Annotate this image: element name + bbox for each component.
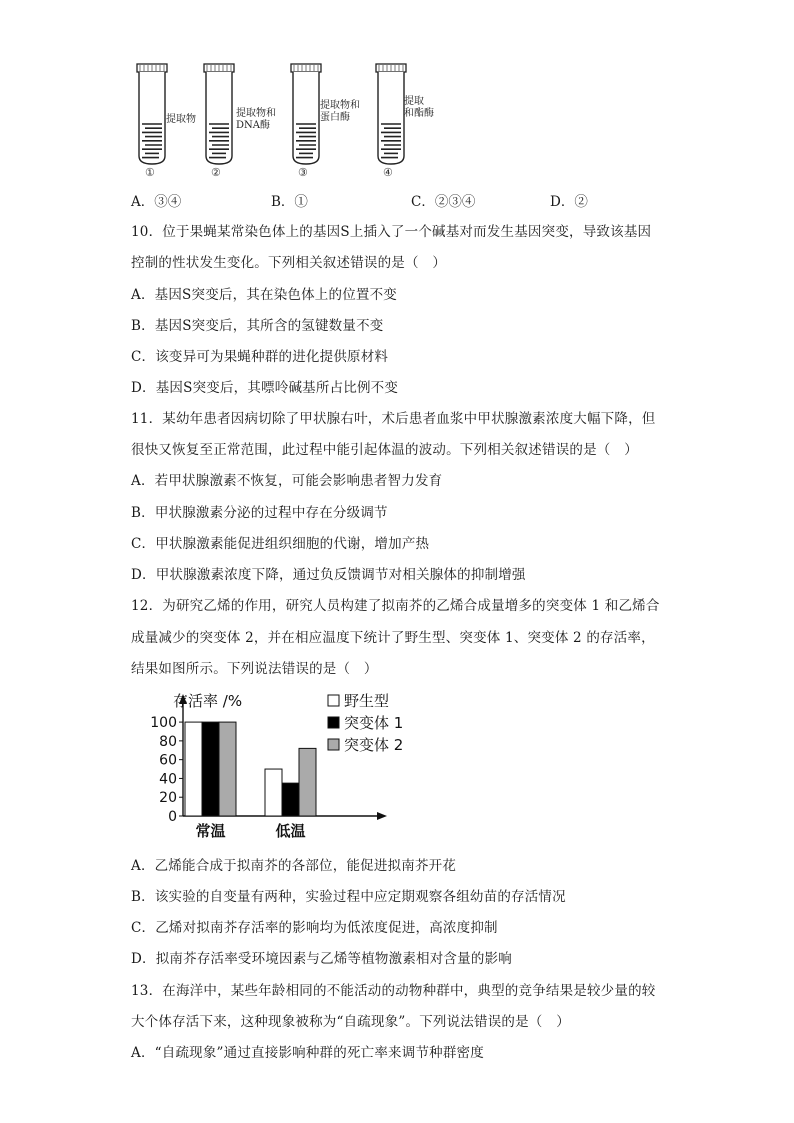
tube-2-label: 提取物和 DNA酶: [236, 108, 276, 131]
tube-4-label: 提取 和酯酶: [404, 96, 434, 119]
test-tube-4: [376, 64, 406, 164]
y-tick-label: 20: [159, 790, 177, 807]
legend-label-3: 突变体 2: [344, 736, 404, 754]
q10-stem-line1: 10．位于果蝇某常染色体上的基因S上插入了一个碱基对而发生基因突变，导致该基因: [131, 224, 652, 240]
bar-low-temp-series1: [265, 769, 282, 816]
y-tick-label: 60: [159, 752, 177, 769]
q12-stem-line2: 成量减少的突变体 2，并在相应温度下统计了野生型、突变体 1、突变体 2 的存活率，: [131, 630, 655, 646]
q10-stem-line2: 控制的性状发生变化。下列相关叙述错误的是（ ）: [131, 255, 447, 271]
q12-option-a[interactable]: A．乙烯能合成于拟南芥的各部位，能促进拟南芥开花: [131, 858, 457, 874]
q13-stem-line1: 13．在海洋中，某些年龄相同的不能活动的动物种群中，典型的竞争结果是较少量的较: [131, 983, 656, 999]
q12-option-c[interactable]: C．乙烯对拟南芥存活率的影响均为低浓度促进，高浓度抑制: [131, 920, 498, 936]
test-tube-3: [291, 64, 321, 164]
y-tick-label: 40: [159, 771, 177, 788]
tube-3-number: ③: [298, 166, 308, 179]
test-tube-2: [204, 64, 234, 164]
q11-stem-line2: 很快又恢复至正常范围，此过程中能引起体温的波动。下列相关叙述错误的是（ ）: [131, 442, 638, 458]
q13-option-a[interactable]: A．“自疏现象”通过直接影响种群的死亡率来调节种群密度: [131, 1045, 484, 1061]
legend-swatch-3: [328, 739, 339, 750]
legend-label-2: 突变体 1: [344, 714, 404, 732]
q11-option-c[interactable]: C．甲状腺激素能促进组织细胞的代谢，增加产热: [131, 536, 430, 552]
q11-option-b[interactable]: B．甲状腺激素分泌的过程中存在分级调节: [131, 505, 388, 521]
q12-option-d[interactable]: D．拟南芥存活率受环境因素与乙烯等植物激素相对含量的影响: [131, 951, 512, 967]
q9-option-d[interactable]: D．②: [550, 194, 588, 210]
x-axis-arrow: [377, 812, 387, 820]
tube-1-number: ①: [145, 166, 155, 179]
tube-4-number: ④: [383, 166, 393, 179]
q10-option-c[interactable]: C．该变异可为果蝇种群的进化提供原材料: [131, 349, 389, 365]
survival-rate-chart-svg: [140, 688, 440, 848]
y-tick-label: 0: [168, 809, 177, 825]
q12-stem-line1: 12．为研究乙烯的作用，研究人员构建了拟南芥的乙烯合成量增多的突变体 1 和乙烯合: [131, 598, 660, 614]
y-axis-label: 存活率 /%: [173, 692, 243, 710]
test-tube-figure: [0, 60, 794, 185]
bar-normal-temp-series1: [185, 722, 202, 816]
bar-low-temp-series3: [299, 748, 316, 816]
q9-options: [131, 190, 691, 210]
test-tube-1: [137, 64, 167, 164]
bar-low-temp-series2: [282, 783, 299, 816]
bar-normal-temp-series2: [202, 722, 219, 816]
tube-2-number: ②: [211, 166, 221, 179]
tube-1-label: 提取物: [166, 114, 196, 125]
q10-option-d[interactable]: D．基因S突变后，其嘌呤碱基所占比例不变: [131, 380, 399, 396]
tube-3-label: 提取物和 蛋白酶: [320, 100, 360, 123]
q12-option-b[interactable]: B．该实验的自变量有两种，实验过程中应定期观察各组幼苗的存活情况: [131, 889, 566, 905]
q9-option-b[interactable]: B．①: [271, 194, 308, 210]
survival-rate-chart: [140, 688, 440, 848]
q9-option-a[interactable]: A．③④: [131, 194, 182, 210]
x-tick-label: 低温: [275, 822, 306, 840]
q11-option-a[interactable]: A．若甲状腺激素不恢复，可能会影响患者智力发育: [131, 473, 443, 489]
q10-option-a[interactable]: A．基因S突变后，其在染色体上的位置不变: [131, 287, 397, 303]
y-tick-label: 100: [150, 715, 177, 732]
q11-option-d[interactable]: D．甲状腺激素浓度下降，通过负反馈调节对相关腺体的抑制增强: [131, 567, 526, 583]
legend-label-1: 野生型: [344, 692, 390, 710]
q12-stem-line3: 结果如图所示。下列说法错误的是（ ）: [131, 661, 378, 677]
y-tick-label: 80: [159, 733, 177, 750]
bar-normal-temp-series3: [219, 722, 236, 816]
q11-stem-line1: 11．某幼年患者因病切除了甲状腺右叶，术后患者血浆中甲状腺激素浓度大幅下降，但: [131, 411, 656, 427]
q9-option-c[interactable]: C．②③④: [411, 194, 476, 210]
legend-swatch-1: [328, 695, 339, 706]
q13-stem-line2: 大个体存活下来，这种现象被称为“自疏现象”。下列说法错误的是（ ）: [131, 1014, 570, 1030]
q10-option-b[interactable]: B．基因S突变后，其所含的氢键数量不变: [131, 318, 384, 334]
x-tick-label: 常温: [195, 822, 226, 840]
test-tubes-drawing: [0, 60, 794, 185]
legend-swatch-2: [328, 717, 339, 728]
